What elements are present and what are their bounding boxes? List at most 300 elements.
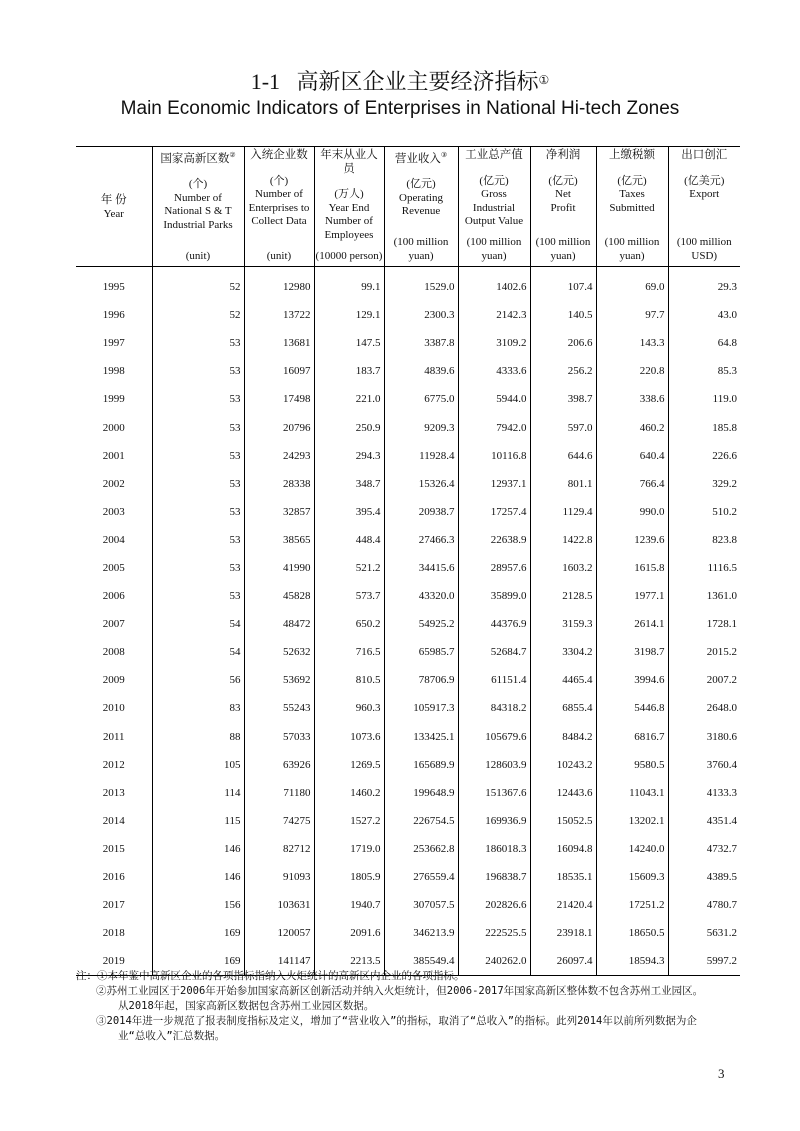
value-cell: 7942.0 — [458, 413, 530, 441]
value-cell: 169 — [152, 919, 244, 947]
value-cell: 156 — [152, 891, 244, 919]
value-cell: 53 — [152, 329, 244, 357]
column-unit-en: (100 million yuan) — [535, 236, 591, 262]
value-cell: 640.4 — [596, 442, 668, 470]
value-cell: 226.6 — [668, 442, 740, 470]
value-cell: 17498 — [244, 385, 314, 413]
column-footnote-marker: ② — [229, 151, 236, 159]
value-cell: 4465.4 — [530, 666, 596, 694]
column-unit-cn: (亿美元) — [684, 174, 725, 187]
table-row — [76, 582, 740, 610]
value-cell: 63926 — [244, 751, 314, 779]
value-cell: 45828 — [244, 582, 314, 610]
column-unit-cn: (亿元) — [479, 174, 509, 187]
value-cell: 43320.0 — [384, 582, 458, 610]
column-header-en-line: Net — [555, 188, 571, 200]
value-cell: 22638.9 — [458, 526, 530, 554]
value-cell: 3304.2 — [530, 638, 596, 666]
value-cell: 115 — [152, 807, 244, 835]
column-header-cn: 上缴税额 — [609, 149, 655, 161]
value-cell: 5631.2 — [668, 919, 740, 947]
value-cell: 74275 — [244, 807, 314, 835]
indicators-table — [76, 146, 740, 976]
value-cell: 1460.2 — [314, 779, 384, 807]
value-cell: 13681 — [244, 329, 314, 357]
value-cell: 28338 — [244, 470, 314, 498]
table-row — [76, 357, 740, 385]
column-unit-en: (unit) — [266, 249, 292, 262]
footnote-2-cont: 从2018年起，国家高新区数据包含苏州工业园区数据。 — [118, 1000, 375, 1012]
value-cell: 18535.1 — [530, 863, 596, 891]
column-header-cn: 净利润 — [545, 149, 581, 161]
table-row — [76, 413, 740, 441]
value-cell: 28957.6 — [458, 554, 530, 582]
table-row — [76, 863, 740, 891]
value-cell: 8484.2 — [530, 723, 596, 751]
value-cell: 597.0 — [530, 413, 596, 441]
value-cell: 521.2 — [314, 554, 384, 582]
value-cell: 140.5 — [530, 301, 596, 329]
column-header-2 — [244, 147, 314, 267]
value-cell: 128603.9 — [458, 751, 530, 779]
value-cell: 10243.2 — [530, 751, 596, 779]
column-header-en-line: Industrial — [472, 201, 516, 214]
value-cell: 9580.5 — [596, 751, 668, 779]
value-cell: 3994.6 — [596, 666, 668, 694]
column-header-en-line: Operating — [399, 191, 443, 204]
column-header-en-line: Employees — [324, 228, 374, 241]
value-cell: 24293 — [244, 442, 314, 470]
value-cell: 1239.6 — [596, 526, 668, 554]
value-cell: 18650.5 — [596, 919, 668, 947]
value-cell: 16097 — [244, 357, 314, 385]
table-row — [76, 694, 740, 722]
year-cell: 1996 — [102, 309, 125, 322]
column-unit-en: (unit) — [185, 249, 211, 262]
value-cell: 4133.3 — [668, 779, 740, 807]
value-cell: 1940.7 — [314, 891, 384, 919]
column-header-en-line: Enterprises to — [248, 201, 310, 214]
year-cell: 1998 — [102, 365, 125, 378]
value-cell: 83 — [152, 694, 244, 722]
column-header-cn: 国家高新区数② — [160, 151, 236, 165]
value-cell: 169936.9 — [458, 807, 530, 835]
value-cell: 99.1 — [314, 267, 384, 302]
title-footnote-marker: ① — [538, 73, 550, 87]
value-cell: 17257.4 — [458, 498, 530, 526]
value-cell: 55243 — [244, 694, 314, 722]
table-row — [76, 807, 740, 835]
table-row — [76, 610, 740, 638]
value-cell: 1977.1 — [596, 582, 668, 610]
column-header-8 — [668, 147, 740, 267]
year-cell: 2002 — [102, 477, 125, 490]
value-cell: 120057 — [244, 919, 314, 947]
column-header-en-line: Number of — [174, 191, 222, 204]
value-cell: 801.1 — [530, 470, 596, 498]
year-cell: 2004 — [102, 533, 125, 546]
value-cell: 85.3 — [668, 357, 740, 385]
value-cell: 18594.3 — [596, 947, 668, 976]
value-cell: 398.7 — [530, 385, 596, 413]
table-header-row — [76, 147, 740, 267]
value-cell: 573.7 — [314, 582, 384, 610]
value-cell: 2007.2 — [668, 666, 740, 694]
column-header-6 — [530, 147, 596, 267]
notes-label: 注： — [76, 970, 97, 982]
value-cell: 53 — [152, 498, 244, 526]
value-cell: 5997.2 — [668, 947, 740, 976]
year-cell: 2016 — [102, 871, 125, 884]
table-row — [76, 891, 740, 919]
value-cell: 147.5 — [314, 329, 384, 357]
page-number: 3 — [718, 1066, 725, 1081]
value-cell: 17251.2 — [596, 891, 668, 919]
footnotes — [76, 969, 740, 1044]
value-cell: 53 — [152, 385, 244, 413]
year-cell: 2014 — [102, 814, 125, 827]
value-cell: 1422.8 — [530, 526, 596, 554]
value-cell: 15326.4 — [384, 470, 458, 498]
year-cell: 2015 — [102, 842, 125, 855]
value-cell: 196838.7 — [458, 863, 530, 891]
year-cell: 2013 — [102, 786, 125, 799]
value-cell: 4780.7 — [668, 891, 740, 919]
value-cell: 48472 — [244, 610, 314, 638]
value-cell: 2128.5 — [530, 582, 596, 610]
value-cell: 3387.8 — [384, 329, 458, 357]
value-cell: 34415.6 — [384, 554, 458, 582]
column-header-en-line: Revenue — [401, 205, 441, 218]
value-cell: 460.2 — [596, 413, 668, 441]
value-cell: 143.3 — [596, 329, 668, 357]
value-cell: 222525.5 — [458, 919, 530, 947]
value-cell: 64.8 — [668, 329, 740, 357]
column-header-cn: 入统企业数 — [250, 149, 308, 161]
value-cell: 1603.2 — [530, 554, 596, 582]
value-cell: 114 — [152, 779, 244, 807]
value-cell: 53 — [152, 582, 244, 610]
value-cell: 650.2 — [314, 610, 384, 638]
footnote-1: 注：①本年鉴中高新区企业的各项指标指纳入火炬统计的高新区内企业的各项指标。 — [76, 970, 465, 982]
column-unit-en: (10000 person) — [315, 249, 383, 262]
value-cell: 105 — [152, 751, 244, 779]
value-cell: 307057.5 — [384, 891, 458, 919]
value-cell: 78706.9 — [384, 666, 458, 694]
value-cell: 6855.4 — [530, 694, 596, 722]
value-cell: 54 — [152, 610, 244, 638]
year-header-cn: 年 份 — [100, 194, 127, 206]
value-cell: 199648.9 — [384, 779, 458, 807]
footnote-2: ②苏州工业园区于2006年开始参加国家高新区创新活动并纳入火炬统计，但2006-2017年国家高新区整体数不包含苏州工业园区。 — [96, 985, 704, 997]
table-row — [76, 526, 740, 554]
value-cell: 5446.8 — [596, 694, 668, 722]
column-header-en-line: Industrial Parks — [163, 218, 233, 231]
column-unit-cn: (个) — [269, 174, 289, 187]
value-cell: 52 — [152, 267, 244, 302]
value-cell: 294.3 — [314, 442, 384, 470]
value-cell: 716.5 — [314, 638, 384, 666]
value-cell: 91093 — [244, 863, 314, 891]
value-cell: 57033 — [244, 723, 314, 751]
column-header-1 — [152, 147, 244, 267]
value-cell: 4732.7 — [668, 835, 740, 863]
value-cell: 53 — [152, 357, 244, 385]
value-cell: 1402.6 — [458, 267, 530, 302]
column-unit-cn: (亿元) — [406, 178, 436, 191]
year-cell: 2012 — [102, 758, 125, 771]
value-cell: 240262.0 — [458, 947, 530, 976]
year-cell: 2008 — [102, 646, 125, 659]
value-cell: 395.4 — [314, 498, 384, 526]
table-row — [76, 442, 740, 470]
value-cell: 250.9 — [314, 413, 384, 441]
value-cell: 133425.1 — [384, 723, 458, 751]
value-cell: 53 — [152, 554, 244, 582]
column-unit-en: (100 million yuan) — [604, 236, 660, 262]
table-row — [76, 638, 740, 666]
value-cell: 1615.8 — [596, 554, 668, 582]
value-cell: 65985.7 — [384, 638, 458, 666]
value-cell: 4351.4 — [668, 807, 740, 835]
value-cell: 4333.6 — [458, 357, 530, 385]
value-cell: 21420.4 — [530, 891, 596, 919]
column-header-en-line: Output Value — [464, 215, 524, 227]
value-cell: 1073.6 — [314, 723, 384, 751]
value-cell: 54 — [152, 638, 244, 666]
value-cell: 12937.1 — [458, 470, 530, 498]
value-cell: 38565 — [244, 526, 314, 554]
column-unit-cn: (亿元) — [617, 174, 647, 187]
value-cell: 15609.3 — [596, 863, 668, 891]
table-row — [76, 385, 740, 413]
value-cell: 766.4 — [596, 470, 668, 498]
year-column-header — [76, 147, 152, 267]
table-row — [76, 498, 740, 526]
value-cell: 2648.0 — [668, 694, 740, 722]
value-cell: 29.3 — [668, 267, 740, 302]
column-unit-cn: (万人) — [334, 188, 364, 200]
value-cell: 169 — [152, 947, 244, 976]
table-row — [76, 267, 740, 302]
value-cell: 53 — [152, 470, 244, 498]
value-cell: 385549.4 — [384, 947, 458, 976]
value-cell: 20938.7 — [384, 498, 458, 526]
column-header-en-line: Profit — [550, 201, 576, 214]
value-cell: 15052.5 — [530, 807, 596, 835]
table-row — [76, 666, 740, 694]
year-cell: 2019 — [76, 947, 152, 976]
value-cell: 1719.0 — [314, 835, 384, 863]
value-cell: 3180.6 — [668, 723, 740, 751]
value-cell: 6775.0 — [384, 385, 458, 413]
year-cell: 2005 — [102, 561, 125, 574]
column-unit-en: (100 million yuan) — [466, 236, 522, 262]
value-cell: 129.1 — [314, 301, 384, 329]
value-cell: 20796 — [244, 413, 314, 441]
footnote-3: ③2014年进一步规范了报表制度指标及定义，增加了“营业收入”的指标，取消了“总收入”的指标。此列2014年以前所列数据为企 — [96, 1015, 697, 1027]
column-header-cn: 出口创汇 — [681, 149, 728, 161]
value-cell: 35899.0 — [458, 582, 530, 610]
value-cell: 3760.4 — [668, 751, 740, 779]
column-footnote-marker: ③ — [440, 151, 448, 159]
table-row — [76, 554, 740, 582]
table-row — [76, 723, 740, 751]
value-cell: 206.6 — [530, 329, 596, 357]
table-row — [76, 329, 740, 357]
value-cell: 53 — [152, 442, 244, 470]
year-cell: 2017 — [102, 899, 125, 912]
value-cell: 3109.2 — [458, 329, 530, 357]
value-cell: 2091.6 — [314, 919, 384, 947]
table-row — [76, 301, 740, 329]
value-cell: 348.7 — [314, 470, 384, 498]
value-cell: 221.0 — [314, 385, 384, 413]
column-header-7 — [596, 147, 668, 267]
value-cell: 103631 — [244, 891, 314, 919]
value-cell: 11043.1 — [596, 779, 668, 807]
value-cell: 448.4 — [314, 526, 384, 554]
value-cell: 644.6 — [530, 442, 596, 470]
column-header-cn: 年末从业人员 — [320, 149, 378, 175]
table-row — [76, 919, 740, 947]
year-cell: 2001 — [102, 449, 125, 462]
value-cell: 186018.3 — [458, 835, 530, 863]
value-cell: 146 — [152, 835, 244, 863]
value-cell: 346213.9 — [384, 919, 458, 947]
footnote-3-cont: 业“总收入”汇总数据。 — [118, 1030, 226, 1042]
year-cell: 1995 — [102, 281, 125, 294]
value-cell: 69.0 — [596, 267, 668, 302]
value-cell: 3198.7 — [596, 638, 668, 666]
value-cell: 53 — [152, 413, 244, 441]
column-header-en-line: Number of — [325, 215, 373, 227]
column-unit-cn: (个) — [188, 178, 208, 191]
value-cell: 53 — [152, 526, 244, 554]
column-header-cn: 工业总产值 — [465, 149, 523, 161]
value-cell: 13722 — [244, 301, 314, 329]
column-unit-en: (100 million USD) — [676, 236, 732, 262]
year-cell: 2009 — [102, 674, 125, 687]
column-header-en-line: Year End — [328, 201, 370, 214]
table-number: 1-1 — [250, 69, 281, 94]
value-cell: 26097.4 — [530, 947, 596, 976]
year-cell: 2011 — [102, 730, 125, 743]
value-cell: 1529.0 — [384, 267, 458, 302]
value-cell: 41990 — [244, 554, 314, 582]
table-body — [76, 267, 740, 976]
value-cell: 27466.3 — [384, 526, 458, 554]
value-cell: 276559.4 — [384, 863, 458, 891]
value-cell: 990.0 — [596, 498, 668, 526]
value-cell: 52632 — [244, 638, 314, 666]
value-cell: 105917.3 — [384, 694, 458, 722]
value-cell: 119.0 — [668, 385, 740, 413]
value-cell: 823.8 — [668, 526, 740, 554]
value-cell: 253662.8 — [384, 835, 458, 863]
value-cell: 12980 — [244, 267, 314, 302]
value-cell: 3159.3 — [530, 610, 596, 638]
value-cell: 9209.3 — [384, 413, 458, 441]
column-unit-cn: (亿元) — [548, 174, 578, 187]
value-cell: 4389.5 — [668, 863, 740, 891]
value-cell: 32857 — [244, 498, 314, 526]
value-cell: 1361.0 — [668, 582, 740, 610]
column-header-4 — [384, 147, 458, 267]
value-cell: 52 — [152, 301, 244, 329]
value-cell: 141147 — [244, 947, 314, 976]
value-cell: 88 — [152, 723, 244, 751]
value-cell: 1116.5 — [668, 554, 740, 582]
year-cell: 2006 — [102, 590, 125, 603]
value-cell: 220.8 — [596, 357, 668, 385]
value-cell: 202826.6 — [458, 891, 530, 919]
year-cell: 1999 — [102, 393, 125, 406]
value-cell: 151367.6 — [458, 779, 530, 807]
value-cell: 43.0 — [668, 301, 740, 329]
column-header-en-line: Gross — [481, 188, 507, 200]
year-header-en: Year — [103, 207, 124, 220]
value-cell: 183.7 — [314, 357, 384, 385]
year-cell: 2000 — [102, 421, 125, 434]
value-cell: 1805.9 — [314, 863, 384, 891]
value-cell: 146 — [152, 863, 244, 891]
value-cell: 1269.5 — [314, 751, 384, 779]
value-cell: 107.4 — [530, 267, 596, 302]
value-cell: 226754.5 — [384, 807, 458, 835]
value-cell: 1527.2 — [314, 807, 384, 835]
table-row — [76, 470, 740, 498]
value-cell: 338.6 — [596, 385, 668, 413]
value-cell: 1129.4 — [530, 498, 596, 526]
value-cell: 5944.0 — [458, 385, 530, 413]
column-header-en-line: Submitted — [609, 201, 655, 214]
column-header-5 — [458, 147, 530, 267]
value-cell: 14240.0 — [596, 835, 668, 863]
year-cell: 2007 — [102, 618, 125, 631]
value-cell: 56 — [152, 666, 244, 694]
value-cell: 84318.2 — [458, 694, 530, 722]
title-cn-text: 高新区企业主要经济指标 — [296, 69, 539, 94]
value-cell: 2015.2 — [668, 638, 740, 666]
column-unit-en: (100 million yuan) — [393, 236, 449, 262]
year-cell: 2018 — [102, 927, 125, 940]
value-cell: 44376.9 — [458, 610, 530, 638]
value-cell: 4839.6 — [384, 357, 458, 385]
page-title-en: Main Economic Indicators of Enterprises in National Hi-tech Zones — [120, 98, 680, 119]
value-cell: 82712 — [244, 835, 314, 863]
column-header-en-line: Export — [689, 188, 720, 200]
column-header-3 — [314, 147, 384, 267]
column-header-cn: 营业收入③ — [394, 151, 448, 165]
value-cell: 52684.7 — [458, 638, 530, 666]
value-cell: 97.7 — [596, 301, 668, 329]
table-row — [76, 751, 740, 779]
value-cell: 23918.1 — [530, 919, 596, 947]
value-cell: 1728.1 — [668, 610, 740, 638]
value-cell: 61151.4 — [458, 666, 530, 694]
column-header-en-line: Taxes — [619, 188, 645, 200]
value-cell: 12443.6 — [530, 779, 596, 807]
value-cell: 6816.7 — [596, 723, 668, 751]
value-cell: 329.2 — [668, 470, 740, 498]
value-cell: 510.2 — [668, 498, 740, 526]
column-header-en-line: Collect Data — [251, 215, 307, 227]
value-cell: 71180 — [244, 779, 314, 807]
year-cell: 2010 — [102, 702, 125, 715]
value-cell: 54925.2 — [384, 610, 458, 638]
value-cell: 2142.3 — [458, 301, 530, 329]
